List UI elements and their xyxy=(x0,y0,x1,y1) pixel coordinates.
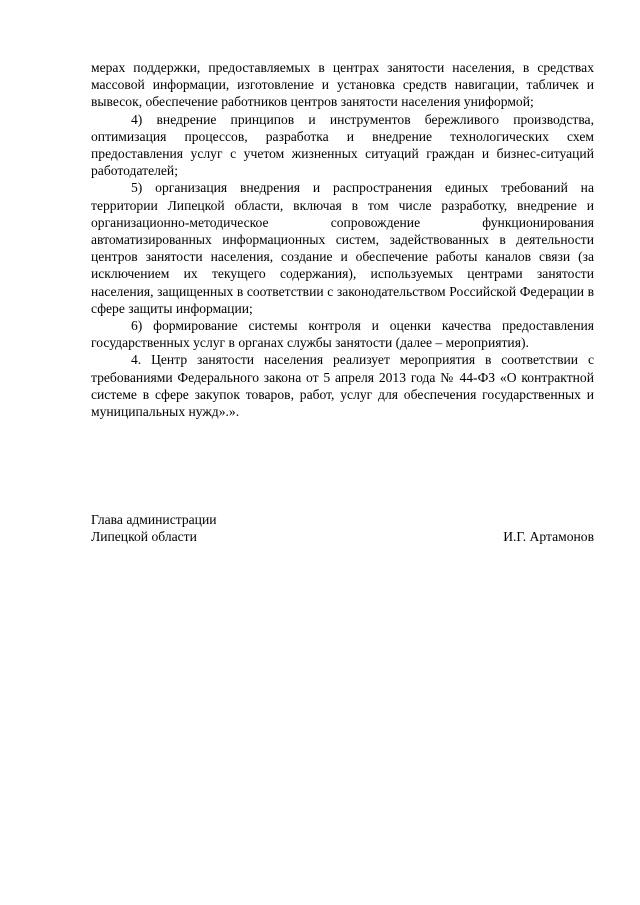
paragraph-item-6: 6) формирование системы контроля и оценки качества предоставления государственных услуг в органах службы занятости (далее – мероприятия). xyxy=(91,318,594,351)
signatory-title-line1: Глава администрации xyxy=(91,512,217,527)
paragraph-item-5: 5) организация внедрения и распространения единых требований на территории Липецкой области, включая в том числе разработку, внедрение и организационно-методическое сопровождение функционирования автоматизированных информационных систем, задействованных в деятельности центров занятости населения, создание и обеспечение работы каналов связи (за исключением их текущего содержания), используемых центрами занятости населения, защищенных в соответствии с законодательством Российской Федерации в сфере защиты информации; xyxy=(91,180,594,316)
document-body xyxy=(91,59,594,420)
signature-row xyxy=(91,528,594,545)
paragraph-item-4: 4) внедрение принципов и инструментов бережливого производства, оптимизация процессов, разработка и внедрение технологических схем предоставления услуг с учетом жизненных ситуаций граждан и бизнес-ситуаций работодателей; xyxy=(91,111,594,179)
signatory-name: И.Г. Артамонов xyxy=(503,529,594,545)
paragraph-clause-4: 4. Центр занятости населения реализует мероприятия в соответствии с требованиями Федерального закона от 5 апреля 2013 года № 44-ФЗ «О контрактной системе в сфере закупок товаров, работ, услуг для обеспечения государственных и муниципальных нужд».». xyxy=(91,352,594,420)
signature-block xyxy=(91,511,594,545)
signatory-title-line2: Липецкой области xyxy=(91,529,197,545)
paragraph-continuation: мерах поддержки, предоставляемых в центрах занятости населения, в средствах массовой информации, изготовление и установка средств навигации, табличек и вывесок, обеспечение работников центров занятости населения униформой; xyxy=(91,60,594,110)
